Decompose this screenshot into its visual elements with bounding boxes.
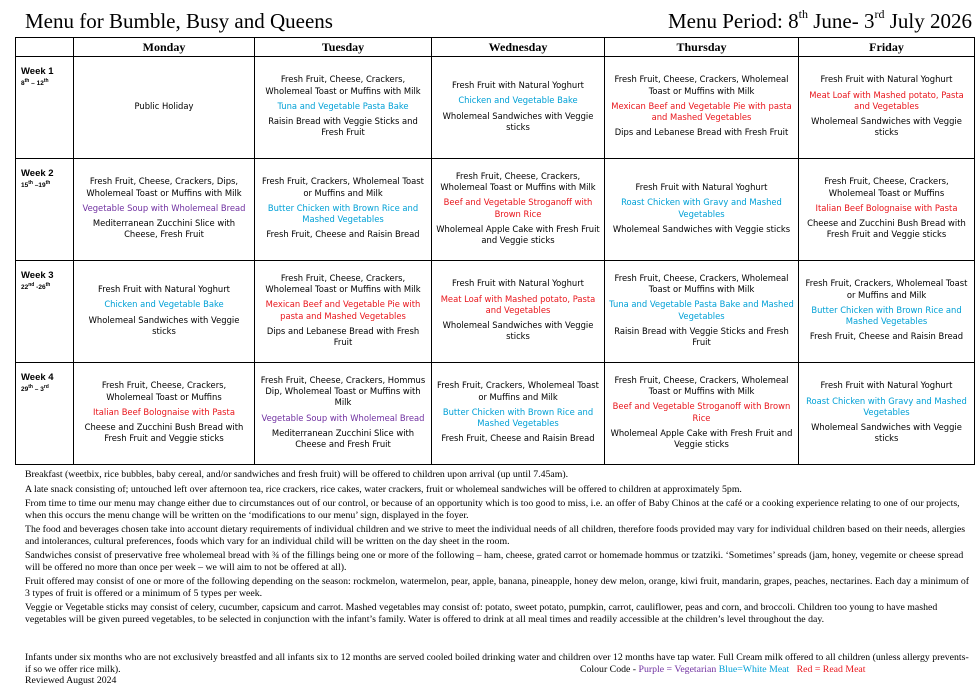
note-late-snack: A late snack consisting of; untouched left over afternoon tea, rice crackers, rice cakes, water crackers, fruit or wholemeal sandwiches will be offered to children at approximately 5pm.: [25, 483, 742, 495]
meal-item: Public Holiday: [134, 100, 194, 111]
menu-cell-monday: [74, 57, 255, 159]
meal-item: Fresh Fruit, Cheese, Crackers, Wholemeal Toast or Muffins with Milk: [265, 74, 421, 96]
meal-item: Butter Chicken with Brown Rice and Mashed Vegetables: [811, 304, 962, 327]
meal-item: Roast Chicken with Gravy and Mashed Vegetables: [806, 395, 967, 417]
note-fruit: Fruit offered may consist of one or more of the following depending on the season: rockmelon, watermelon, pear, apple, banana, pineapple, honey dew melon, orange, kiwi fruit, mandarin, grapes, peaches, nectarines. Each day a minimum of 3 types of fruit is offered or a minimum of 5 types per week.: [25, 576, 969, 599]
legend-red: Red = Read Meat: [796, 663, 866, 675]
week-row: [16, 159, 975, 261]
menu-cell-monday: [74, 159, 255, 261]
week-row: [16, 57, 975, 159]
meal-item: Beef and Vegetable Stroganoff with Brown Rice: [443, 197, 593, 219]
menu-cell-tuesday: [255, 159, 432, 261]
meal-item: Beef and Vegetable Stroganoff with Brown Rice: [612, 401, 791, 423]
day-header-monday: Monday: [74, 38, 255, 57]
menu-period: [668, 9, 972, 34]
menu-cell-tuesday: [255, 57, 432, 159]
meal-item: Fresh Fruit with Natural Yoghurt: [820, 74, 953, 85]
legend-purple: Purple = Vegetarian: [638, 663, 717, 675]
meal-item: Fresh Fruit with Natural Yoghurt: [452, 79, 584, 90]
meal-item: Fresh Fruit with Natural Yoghurt: [820, 380, 953, 391]
meal-item: Italian Beef Bolognaise with Pasta: [93, 406, 235, 417]
period-mid: June- 3: [807, 9, 875, 33]
meal-item: Wholemeal Apple Cake with Fresh Fruit and Veggie sticks: [610, 427, 793, 450]
week-label-cell: [16, 57, 74, 159]
menu-cell-wednesday: [432, 57, 605, 159]
corner-cell: [16, 38, 74, 57]
menu-cell-wednesday: [432, 363, 605, 465]
reviewed-date: Reviewed August 2024: [25, 675, 117, 686]
meal-item: Mexican Beef and Vegetable Pie with pasta and Mashed Vegetables: [611, 100, 792, 123]
menu-body: [16, 57, 975, 465]
meal-item: Tuna and Vegetable Pasta Bake: [277, 100, 409, 111]
week-label: Week 2: [21, 168, 54, 179]
page-title: Menu for Bumble, Busy and Queens: [25, 9, 333, 33]
menu-cell-friday: [799, 363, 975, 465]
menu-cell-friday: [799, 159, 975, 261]
meal-item: Wholemeal Sandwiches with Veggie sticks: [88, 314, 240, 336]
meal-item: Dips and Lebanese Bread with Fresh Fruit: [266, 325, 420, 348]
menu-cell-thursday: [605, 363, 799, 465]
meal-item: Wholemeal Sandwiches with Veggie sticks: [811, 116, 962, 138]
meal-item: Wholemeal Sandwiches with Veggie sticks: [612, 223, 791, 234]
week-label: Week 1: [21, 66, 54, 77]
week-label-cell: [16, 363, 74, 465]
note-menu-changes: From time to time our menu may change either due to circumstances out of our control, or because of an opportunity which is too good to miss, i.e. an offer of Baby Chinos at the café or a cooking experience relating to one of our projects, when this occurs the menu change will be written on the ‘modifications to our menu’ sign, displayed in the foyer.: [25, 498, 960, 521]
meal-item: Vegetable Soup with Wholemeal Bread: [82, 202, 246, 213]
week-row: [16, 261, 975, 363]
meal-item: Mediterranean Zucchini Slice with Cheese and Fresh Fruit: [271, 427, 415, 450]
meal-item: Cheese and Zucchini Bush Bread with Fresh Fruit and Veggie sticks: [84, 422, 244, 444]
meal-item: Fresh Fruit with Natural Yoghurt: [635, 181, 768, 192]
day-header-row: [16, 38, 975, 57]
meal-item: Raisin Bread with Veggie Sticks and Fresh Fruit: [614, 325, 789, 348]
note-breakfast: Breakfast (weetbix, rice bubbles, baby cereal, and/or sandwiches and fresh fruit) will be offered to children upon arrival (up until 7.45am).: [25, 469, 569, 480]
day-header-friday: Friday: [799, 38, 975, 57]
meal-item: Mexican Beef and Vegetable Pie with pasta and Mashed Vegetables: [265, 299, 421, 321]
meal-item: Dips and Lebanese Bread with Fresh Fruit: [614, 127, 789, 138]
menu-cell-monday: [74, 261, 255, 363]
day-header-thursday: Thursday: [605, 38, 799, 57]
note-sandwiches: Sandwiches consist of preservative free wholemeal bread with ¾ of the fillings being one or more of the following – ham, cheese, grated carrot or homemade hommus or tzatziki. ‘Sometimes’ spreads (jam, honey, vegemite or cheese spread will be offered no more than once per week – we will aim to not be offered at all).: [25, 550, 964, 573]
menu-table: [15, 37, 975, 465]
meal-item: Roast Chicken with Gravy and Mashed Vegetables: [621, 197, 782, 219]
meal-item: Butter Chicken with Brown Rice and Mashed Vegetables: [442, 406, 594, 429]
meal-item: Fresh Fruit, Crackers, Wholemeal Toast or Muffins and Milk: [805, 278, 968, 300]
meal-item: Raisin Bread with Veggie Sticks and Fresh Fruit: [268, 116, 418, 138]
period-sup-end: rd: [874, 7, 885, 21]
menu-cell-thursday: [605, 57, 799, 159]
menu-cell-friday: [799, 57, 975, 159]
meal-item: Fresh Fruit, Crackers, Wholemeal Toast or Muffins and Milk: [262, 176, 424, 198]
meal-item: Wholemeal Sandwiches with Veggie sticks: [442, 320, 594, 342]
period-prefix: Menu Period: 8: [667, 9, 799, 33]
meal-item: Meat Loaf with Mashed potato, Pasta and Vegetables: [440, 293, 596, 315]
colour-code-label: Colour Code -: [580, 663, 639, 675]
meal-item: Fresh Fruit, Cheese, Crackers, Wholemeal Toast or Muffins with Milk: [614, 374, 789, 396]
meal-item: Wholemeal Apple Cake with Fresh Fruit and Veggie sticks: [436, 223, 600, 246]
day-header-tuesday: Tuesday: [255, 38, 432, 57]
day-header-wednesday: Wednesday: [432, 38, 605, 57]
meal-item: Cheese and Zucchini Bush Bread with Fresh Fruit and Veggie sticks: [807, 218, 966, 240]
infants-note: Infants under six months who are not exclusively breastfed and all infants six to 12 months are served cooled boiled drinking water and children over 12 months have tap water. Full Cream milk offered to all children (unless allergy prevents- if so we offer rice milk).: [25, 652, 969, 675]
menu-cell-wednesday: [432, 159, 605, 261]
meal-item: Butter Chicken with Brown Rice and Mashed Vegetables: [267, 202, 419, 225]
note-vegetables: Veggie or Vegetable sticks may consist of celery, cucumber, capsicum and carrot. Mashed vegetables may consist of: potato, sweet potato, pumpkin, carrot, cauliflower, peas and corn, and broccoli. Children too young to have mashed vegetables will be given pureed vegetables, to be selected in conjunction with the infant’s family. Water is offered to drink at all meal times and readily accessible at the children’s level throughout the day.: [25, 602, 938, 625]
week-label: Week 4: [21, 372, 54, 383]
meal-item: Fresh Fruit, Cheese and Raisin Bread: [809, 331, 964, 342]
meal-item: Fresh Fruit, Cheese and Raisin Bread: [441, 433, 595, 444]
note-dietary: The food and beverages chosen take into account dietary requirements of individual children and we strive to meet the individual needs of all children, therefore foods provided may vary for individual children based on their needs, allergies and intolerances, cultural preferences, foods which vary for an individual child will be written on the day sheet in the room.: [25, 524, 966, 547]
menu-cell-tuesday: [255, 363, 432, 465]
week-dates: 29th – 3rd: [21, 384, 49, 394]
meal-item: Wholemeal Sandwiches with Veggie sticks: [442, 110, 594, 132]
meal-item: Chicken and Vegetable Bake: [458, 95, 578, 106]
meal-item: Fresh Fruit, Cheese, Crackers, Wholemeal Toast or Muffins: [824, 176, 949, 198]
period-sup-start: th: [798, 7, 808, 21]
meal-item: Fresh Fruit with Natural Yoghurt: [98, 283, 230, 294]
week-label-cell: [16, 159, 74, 261]
meal-item: Fresh Fruit, Cheese, Crackers, Hommus Dip, Wholemeal Toast or Muffins with Milk: [260, 374, 426, 408]
menu-cell-thursday: [605, 159, 799, 261]
menu-cell-friday: [799, 261, 975, 363]
period-suffix: July 2026: [884, 9, 972, 33]
meal-item: Fresh Fruit with Natural Yoghurt: [452, 278, 584, 289]
notes-section: [25, 469, 975, 628]
meal-item: Italian Beef Bolognaise with Pasta: [815, 202, 958, 213]
meal-item: Meat Loaf with Mashed potato, Pasta and Vegetables: [809, 89, 964, 111]
meal-item: Fresh Fruit, Cheese, Crackers, Wholemeal Toast or Muffins with Milk: [265, 272, 421, 294]
menu-cell-wednesday: [432, 261, 605, 363]
week-row: [16, 363, 975, 465]
meal-item: Fresh Fruit, Cheese, Crackers, Wholemeal Toast or Muffins: [101, 380, 227, 402]
colour-code-legend: [580, 664, 866, 676]
meal-item: Fresh Fruit, Cheese, Crackers, Wholemeal Toast or Muffins with Milk: [614, 272, 789, 294]
meal-item: Fresh Fruit, Cheese, Crackers, Dips, Wholemeal Toast or Muffins with Milk: [86, 176, 242, 198]
menu-cell-monday: [74, 363, 255, 465]
meal-item: Vegetable Soup with Wholemeal Bread: [261, 412, 425, 423]
meal-item: Fresh Fruit, Cheese and Raisin Bread: [266, 229, 420, 240]
week-dates: 15th –19th: [21, 180, 51, 190]
meal-item: Wholemeal Sandwiches with Veggie sticks: [811, 422, 962, 444]
meal-item: Fresh Fruit, Crackers, Wholemeal Toast or Muffins and Milk: [437, 380, 599, 402]
menu-cell-thursday: [605, 261, 799, 363]
meal-item: Tuna and Vegetable Pasta Bake and Mashed Vegetables: [609, 299, 794, 321]
legend-blue: Blue=White Meat: [718, 663, 790, 675]
footer: [25, 652, 975, 687]
meal-item: Chicken and Vegetable Bake: [104, 299, 224, 310]
week-dates: 22nd -26th: [21, 282, 51, 292]
week-dates: 8th – 12th: [21, 78, 49, 88]
menu-cell-tuesday: [255, 261, 432, 363]
meal-item: Fresh Fruit, Cheese, Crackers, Wholemeal Toast or Muffins with Milk: [440, 170, 596, 192]
week-label: Week 3: [21, 270, 54, 281]
week-label-cell: [16, 261, 74, 363]
meal-item: Fresh Fruit, Cheese, Crackers, Wholemeal Toast or Muffins with Milk: [614, 74, 789, 96]
meal-item: Mediterranean Zucchini Slice with Cheese, Fresh Fruit: [92, 218, 236, 240]
